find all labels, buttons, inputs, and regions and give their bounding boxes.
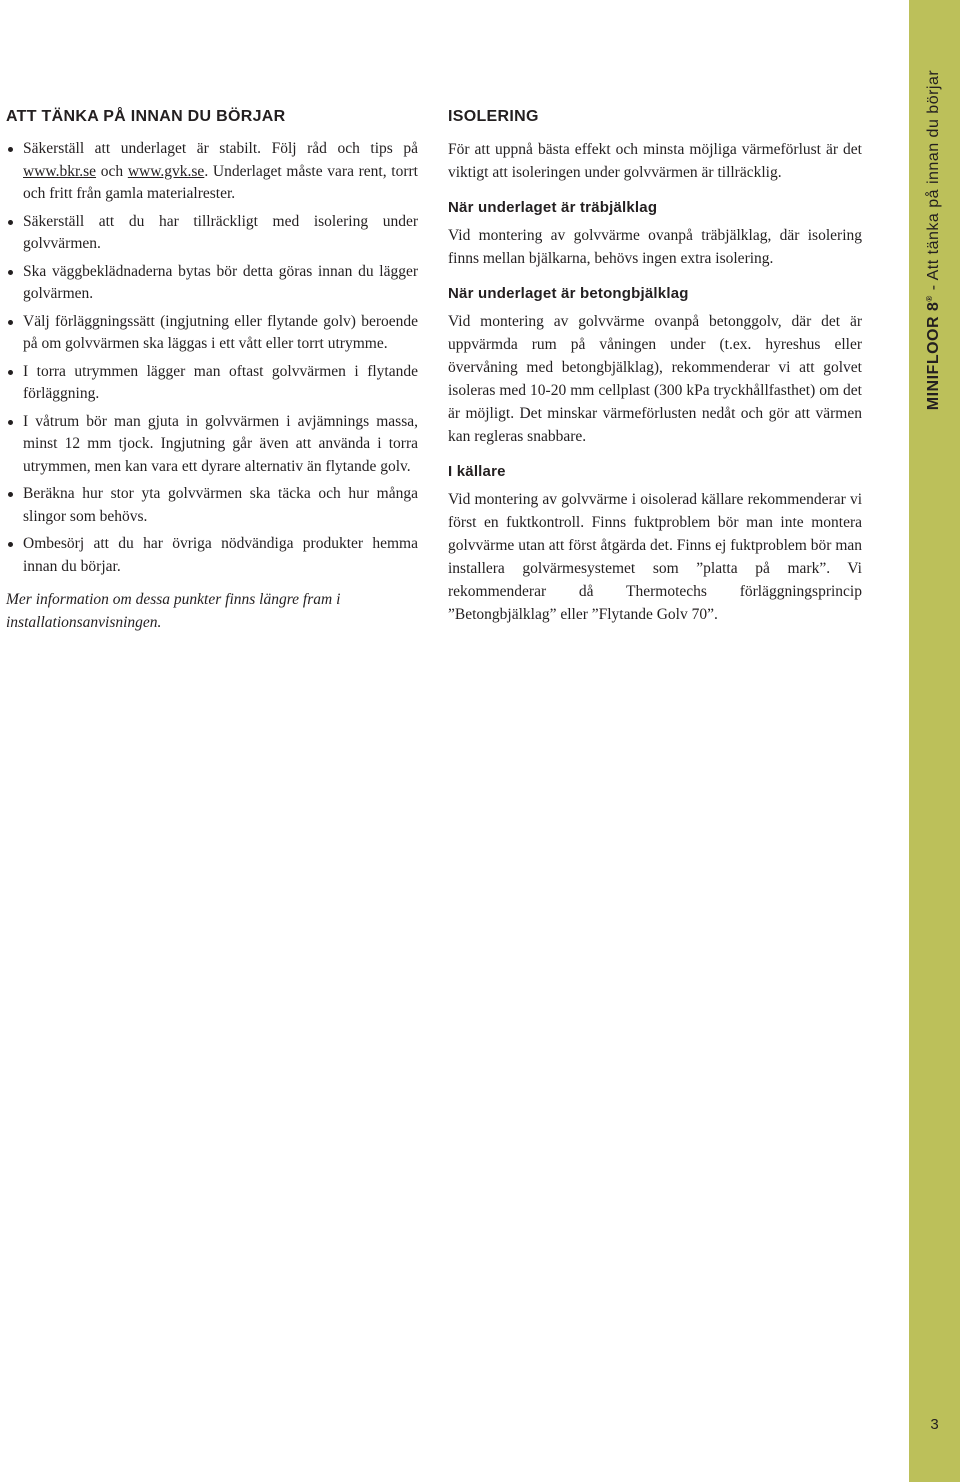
bullet-icon [8, 320, 13, 325]
link-gvk[interactable]: www.gvk.se [127, 162, 205, 180]
list-item: Välj förläggningssätt (ingjutning eller flytande golv) beroende på om golvvärmen ska läggas i ett vått eller torrt utrymme. [6, 311, 418, 356]
wood-joist-text: Vid montering av golvvärme ovanpå träbjälklag, där isolering finns mellan bjälkarna, behövs ingen extra isolering. [448, 227, 862, 267]
subheading-basement: I källare [448, 463, 506, 480]
list-item: Ombesörj att du har övriga nödvändiga produkter hemma innan du börjar. [6, 533, 418, 578]
bullet-icon [8, 147, 13, 152]
bullet-icon [8, 492, 13, 497]
basement-text: Vid montering av golvvärme i oisolerad källare rekommenderar vi först en fuktkontroll. Finns fuktproblem bör man inte montera golvvärme utan att först åtgärda det. Finns ej fuktproblem bör man installera golvärmesystemet som ”platta på mark”. Vi rekommenderar då Thermotechs förläggningsprincip ”Betongbjälklag” eller ”Flytande Golv 70”. [448, 491, 862, 623]
list-item: I våtrum bör man gjuta in golvvärmen i avjämnings massa, minst 12 mm tjock. Ingjutning går även att använda i torra utrymmen, men kan vara ett dyrare alternativ än flytande golv. [6, 411, 418, 479]
page-number: 3 [930, 1416, 939, 1433]
list-item: Säkerställ att underlaget är stabilt. Följ råd och tips på www.bkr.se och www.gvk.se. Underlaget måste vara rent, torrt och fritt från gamla materialrester. [6, 138, 418, 206]
list-item: Säkerställ att du har tillräckligt med isolering under golvvärmen. [6, 211, 418, 256]
bullet-icon [8, 542, 13, 547]
right-column [448, 108, 862, 641]
bullet-icon [8, 220, 13, 225]
left-column [6, 108, 418, 634]
section-title-before-start: ATT TÄNKA PÅ INNAN DU BÖRJAR [6, 108, 286, 125]
more-info-note: Mer information om dessa punkter finns längre fram i installationsanvisningen. [6, 591, 341, 631]
subheading-concrete: När underlaget är betongbjälklag [448, 285, 689, 302]
link-bkr[interactable]: www.bkr.se [23, 162, 97, 180]
list-item: Ska väggbeklädnaderna bytas bör detta göras innan du lägger golvärmen. [6, 261, 418, 306]
insulation-intro: För att uppnå bästa effekt och minsta möjliga värmeförlust är det viktigt att isoleringen under golvvärmen är tillräcklig. [448, 141, 862, 181]
bullet-icon [8, 420, 13, 425]
concrete-text: Vid montering av golvvärme ovanpå betonggolv, där det är uppvärmda rum på våningen under (t.ex. hyreshus eller övervåning med betongbjälklag), rekommenderar vi att golvet isoleras med 10-20 mm cellplast (300 kPa tryckhållfasthet) om det är möjligt. Det minskar värmeförlusten nedåt och gör att värmen kan regleras snabbare. [448, 313, 862, 445]
list-item: Beräkna hur stor yta golvvärmen ska täcka och hur många slingor som behövs. [6, 483, 418, 528]
section-title-insulation: ISOLERING [448, 108, 539, 125]
list-item: I torra utrymmen lägger man oftast golvvärmen i flytande förläggning. [6, 361, 418, 406]
subheading-wood-joist: När underlaget är träbjälklag [448, 199, 658, 216]
bullet-icon [8, 370, 13, 375]
bullet-icon [8, 270, 13, 275]
running-header: MINIFLOOR 8® - Att tänka på innan du börjar [924, 69, 943, 411]
checklist [6, 138, 418, 578]
